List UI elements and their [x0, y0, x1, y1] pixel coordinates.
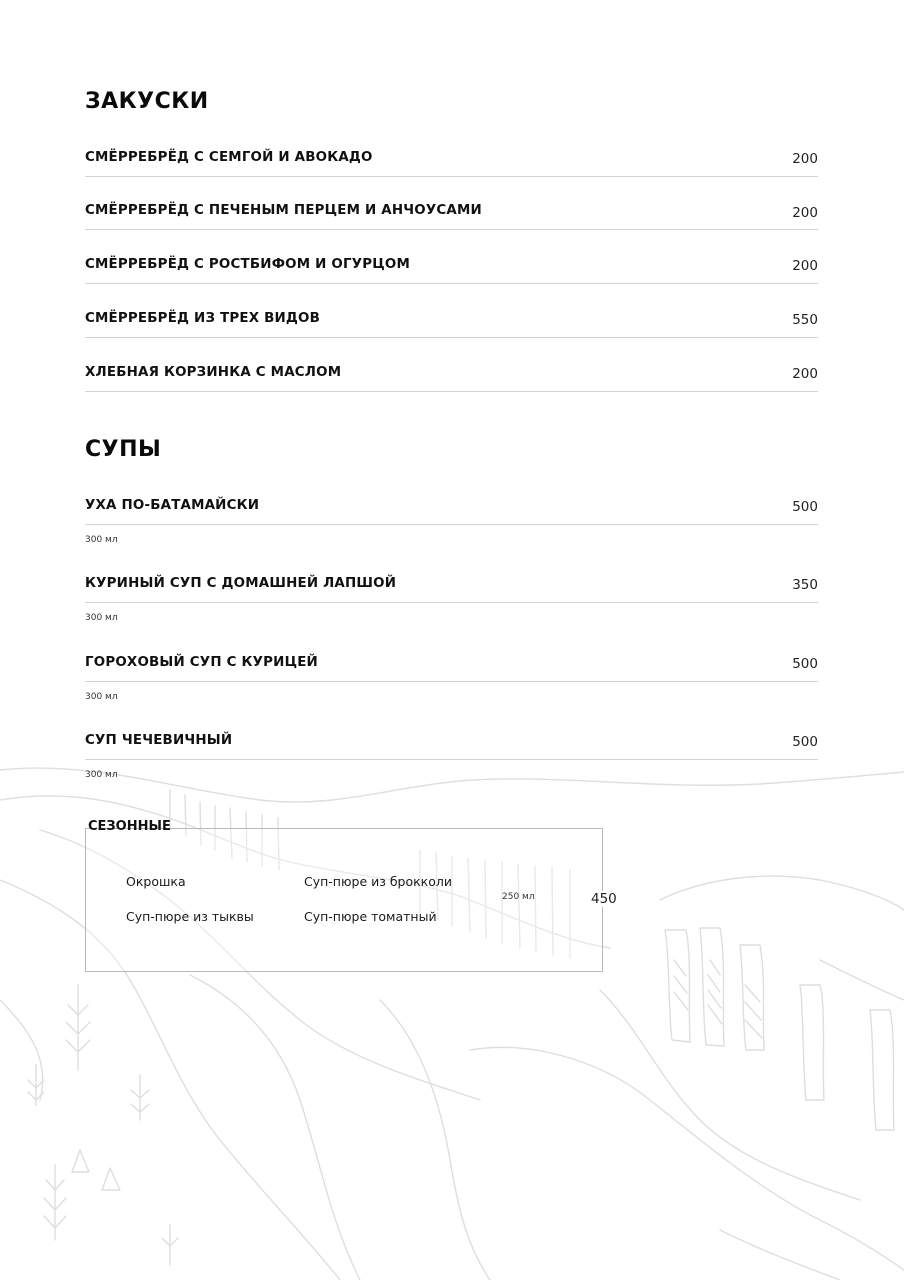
menu-item-name: УХА ПО-БАТАМАЙСКИ [85, 498, 260, 513]
menu-item-price: 200 [792, 366, 818, 382]
menu-item-volume: 300 мл [85, 770, 118, 780]
menu-item-row [85, 203, 818, 230]
menu-item-row [85, 311, 818, 338]
menu-item-row [85, 655, 818, 682]
menu-item-name: ХЛЕБНАЯ КОРЗИНКА С МАСЛОМ [85, 365, 342, 380]
menu-item-name: СМЁРРЕБРЁД С РОСТБИФОМ И ОГУРЦОМ [85, 257, 410, 272]
menu-item-row [85, 733, 818, 760]
menu-item-row [85, 365, 818, 392]
menu-item-volume: 300 мл [85, 535, 118, 545]
menu-item-name: СМЁРРЕБРЁД С ПЕЧЕНЫМ ПЕРЦЕМ И АНЧОУСАМИ [85, 203, 482, 218]
section-title-snacks: ЗАКУСКИ [85, 89, 209, 114]
menu-item-price: 200 [792, 258, 818, 274]
menu-item-row [85, 498, 818, 525]
menu-item-name: СМЁРРЕБРЁД ИЗ ТРЕХ ВИДОВ [85, 311, 321, 326]
menu-item-price: 500 [792, 734, 818, 750]
seasonal-option: Суп-пюре томатный [304, 909, 437, 924]
seasonal-title: СЕЗОННЫЕ [88, 819, 171, 834]
menu-item-name: СМЁРРЕБРЁД С СЕМГОЙ И АВОКАДО [85, 150, 373, 165]
menu-item-name: КУРИНЫЙ СУП С ДОМАШНЕЙ ЛАПШОЙ [85, 576, 397, 591]
menu-item-price: 350 [792, 577, 818, 593]
menu-item-name: СУП ЧЕЧЕВИЧНЫЙ [85, 733, 233, 748]
menu-item-row [85, 150, 818, 177]
menu-item-volume: 300 мл [85, 692, 118, 702]
menu-item-price: 200 [792, 151, 818, 167]
menu-item-name: ГОРОХОВЫЙ СУП С КУРИЦЕЙ [85, 655, 318, 670]
menu-item-row [85, 257, 818, 284]
section-title-soups: СУПЫ [85, 437, 162, 462]
seasonal-option: Суп-пюре из тыквы [126, 909, 254, 924]
seasonal-option: Суп-пюре из брокколи [304, 874, 452, 889]
menu-item-price: 200 [792, 205, 818, 221]
menu-item-row [85, 576, 818, 603]
seasonal-option: Окрошка [126, 874, 186, 889]
seasonal-price: 450 [591, 891, 617, 907]
menu-item-volume: 300 мл [85, 613, 118, 623]
seasonal-volume: 250 мл [502, 892, 535, 902]
menu-item-price: 500 [792, 499, 818, 515]
menu-item-price: 500 [792, 656, 818, 672]
menu-item-price: 550 [792, 312, 818, 328]
